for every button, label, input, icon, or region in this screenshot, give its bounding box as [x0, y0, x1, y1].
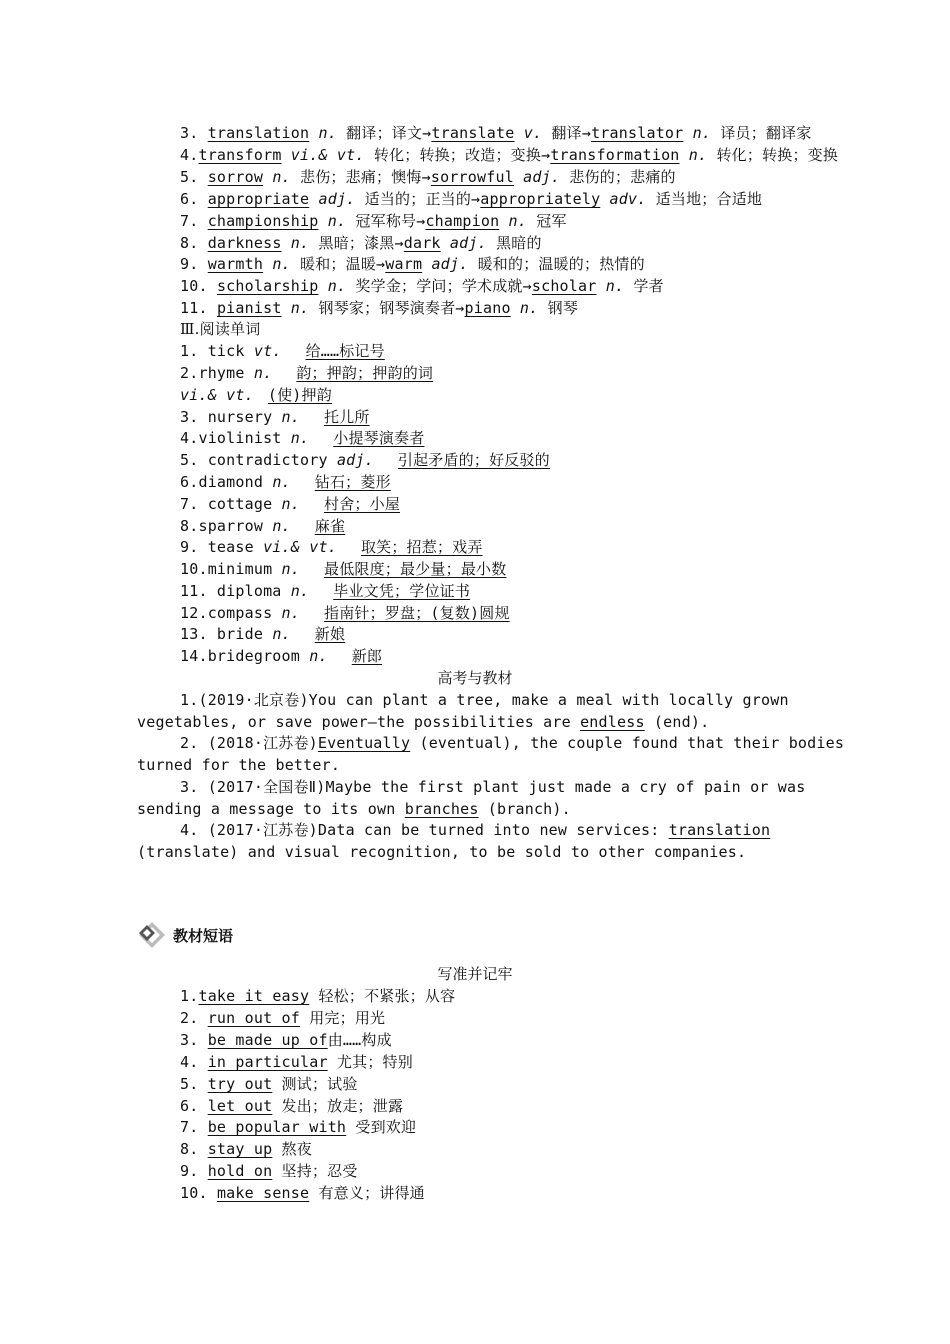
- answer-word: sorrowful: [430, 168, 514, 186]
- reading-word: [180, 385, 332, 405]
- part-of-speech: n.: [272, 255, 291, 273]
- reading-word: 9. tease vi.& vt. 取笑；招惹；戏弄: [180, 538, 483, 556]
- reading-word: 6.diamond n. 钻石；菱形: [180, 473, 391, 491]
- phrases-heading: 写准并记牢: [437, 965, 513, 983]
- gaokao-heading: 高考与教材: [437, 669, 513, 687]
- answer-meaning: 取笑；招惹；戏弄: [360, 538, 483, 556]
- answer-word: scholarship: [216, 277, 319, 295]
- part-of-speech: n.: [281, 604, 301, 622]
- answer-word: branches: [404, 800, 479, 818]
- item-number: 4.: [180, 146, 199, 164]
- answer-word: darkness: [207, 234, 282, 252]
- gaokao-sentence-line: vegetables, or save power—the possibilities are endless (end).: [137, 713, 710, 731]
- part-of-speech: n.: [281, 408, 301, 426]
- reading-word: 5. contradictory adj. 引起矛盾的；好反驳的: [180, 451, 550, 469]
- answer-word: sorrow: [207, 168, 264, 186]
- gaokao-sentence-line: 2. (2018·江苏卷)Eventually (eventual), the couple found that their bodies: [180, 734, 845, 752]
- part-of-speech: adj.: [318, 190, 356, 208]
- phrase-item: 3. be made up of由……构成: [180, 1031, 392, 1049]
- meaning: 冠军: [527, 212, 567, 230]
- gaokao-sentence-line: sending a message to its own branches (branch).: [137, 800, 571, 818]
- part-of-speech: vt.: [253, 342, 282, 360]
- answer-meaning: 给……标记号: [305, 342, 385, 360]
- answer-word: Eventually: [317, 734, 411, 752]
- answer-meaning: 新郎: [351, 647, 383, 665]
- vocab-item: [180, 145, 838, 165]
- part-of-speech: n.: [309, 647, 328, 665]
- answer-word: dark: [403, 234, 441, 252]
- part-of-speech: adj.: [523, 168, 561, 186]
- answer-phrase: be popular with: [207, 1118, 347, 1136]
- meaning: 钢琴: [538, 299, 579, 317]
- part-of-speech: adj.: [431, 255, 469, 273]
- meaning: 黑暗；漆黑→: [309, 234, 404, 252]
- gaokao-sentence-line: 3. (2017·全国卷Ⅱ)Maybe the first plant just made a cry of pain or was: [180, 778, 806, 796]
- reading-word: 12.compass n. 指南针；罗盘；(复数)圆规: [180, 604, 510, 622]
- answer-meaning: 引起矛盾的；好反驳的: [397, 451, 550, 469]
- part-of-speech: n.: [290, 299, 310, 317]
- meaning: 转化；转换；变换: [707, 146, 839, 164]
- part-of-speech: n.: [290, 429, 310, 447]
- part-of-speech: v.: [523, 124, 543, 142]
- answer-phrase: hold on: [207, 1162, 273, 1180]
- meaning: 学者: [624, 277, 664, 295]
- answer-word: scholar: [531, 277, 597, 295]
- meaning: 暖和的；温暖的；热情的: [468, 255, 645, 273]
- diamond-layers-icon: [137, 920, 167, 950]
- meaning: 冠军称号→: [346, 212, 426, 230]
- answer-word: translate: [431, 124, 515, 142]
- item-number: 10.: [180, 277, 217, 295]
- part-of-speech: vi.& vt.: [290, 146, 365, 164]
- vocab-item: [180, 276, 664, 296]
- part-of-speech: n.: [281, 560, 301, 578]
- answer-meaning: 托儿所: [324, 408, 370, 426]
- answer-word: translator: [591, 124, 684, 142]
- answer-word: piano: [464, 299, 511, 317]
- part-of-speech: n.: [318, 124, 337, 142]
- answer-word: appropriate: [207, 190, 310, 208]
- item-number: 8.: [180, 234, 208, 252]
- item-number: 6.: [180, 190, 208, 208]
- vocab-item: [180, 298, 578, 318]
- answer-phrase: stay up: [207, 1140, 273, 1158]
- answer-meaning: 麻雀: [314, 517, 346, 535]
- part-of-speech: n.: [272, 473, 291, 491]
- part-of-speech: adj.: [336, 451, 374, 469]
- item-number: 11.: [180, 299, 217, 317]
- meaning: 暖和；温暖→: [290, 255, 386, 273]
- meaning: 翻译→: [542, 124, 592, 142]
- part-of-speech: vi.& vt.: [180, 386, 254, 404]
- answer-meaning: 新娘: [314, 625, 346, 643]
- phrase-item: 7. be popular with 受到欢迎: [180, 1118, 417, 1136]
- part-of-speech: n.: [272, 625, 291, 643]
- phrase-item: 10. make sense 有意义；讲得通: [180, 1184, 425, 1202]
- meaning: 翻译；译文→: [336, 124, 432, 142]
- answer-word: warm: [385, 255, 423, 273]
- part-of-speech: adv.: [609, 190, 647, 208]
- meaning: 译员；翻译家: [711, 124, 812, 142]
- reading-word: 13. bride n. 新娘: [180, 625, 346, 643]
- answer-phrase: in particular: [207, 1053, 328, 1071]
- meaning: 适当地；合适地: [646, 190, 763, 208]
- meaning: 钢琴家；钢琴演奏者→: [309, 299, 465, 317]
- meaning: 悲伤；悲痛；懊悔→: [290, 168, 431, 186]
- phrase-item: 8. stay up 熬夜: [180, 1140, 312, 1158]
- section-title: 教材短语: [173, 926, 234, 945]
- part-of-speech: n.: [253, 364, 273, 382]
- item-number: 3.: [180, 124, 208, 142]
- reading-word: 7. cottage n. 村舍；小屋: [180, 495, 401, 513]
- answer-phrase: let out: [207, 1097, 273, 1115]
- answer-word: translation: [668, 821, 771, 839]
- vocab-item: [180, 167, 676, 187]
- answer-meaning: 韵；押韵；押韵的词: [296, 364, 434, 382]
- reading-word: 14.bridegroom n. 新郎: [180, 647, 383, 665]
- gaokao-sentence-line: 4. (2017·江苏卷)Data can be turned into new services: translation: [180, 821, 771, 839]
- part-of-speech: n.: [281, 495, 301, 513]
- reading-word: 2.rhyme n. 韵；押韵；押韵的词: [180, 364, 434, 382]
- phrase-item: 6. let out 发出；放走；泄露: [180, 1097, 404, 1115]
- answer-word: transformation: [550, 146, 680, 164]
- answer-word: endless: [580, 713, 645, 731]
- gaokao-sentence-line: turned for the better.: [137, 756, 341, 774]
- phrase-item: 5. try out 测试；试验: [180, 1075, 358, 1093]
- answer-meaning: 村舍；小屋: [324, 495, 401, 513]
- answer-phrase: take it easy: [198, 987, 310, 1005]
- reading-word: 3. nursery n. 托儿所: [180, 408, 370, 426]
- answer-word: appropriately: [480, 190, 601, 208]
- answer-word: champion: [425, 212, 500, 230]
- item-number: 5.: [180, 168, 208, 186]
- answer-meaning: 最低限度；最少量；最小数: [324, 560, 507, 578]
- part-of-speech: n.: [692, 124, 712, 142]
- reading-heading: Ⅲ.阅读单词: [180, 320, 261, 338]
- answer-phrase: be made up of: [207, 1031, 328, 1049]
- item-number: 9.: [180, 255, 208, 273]
- answer-phrase: make sense: [216, 1184, 310, 1202]
- part-of-speech: vi.& vt.: [263, 538, 337, 556]
- part-of-speech: n.: [688, 146, 708, 164]
- answer-meaning: 指南针；罗盘；(复数)圆规: [324, 604, 510, 622]
- part-of-speech: n.: [327, 277, 347, 295]
- part-of-speech: n.: [290, 582, 310, 600]
- gaokao-sentence-line: 1.(2019·北京卷)You can plant a tree, make a meal with locally grown: [180, 691, 789, 709]
- item-number: 7.: [180, 212, 208, 230]
- part-of-speech: n.: [272, 517, 291, 535]
- answer-phrase: try out: [207, 1075, 273, 1093]
- part-of-speech: adj.: [449, 234, 487, 252]
- reading-word: 8.sparrow n. 麻雀: [180, 517, 346, 535]
- answer-word: pianist: [216, 299, 282, 317]
- part-of-speech: n.: [519, 299, 539, 317]
- part-of-speech: n.: [327, 212, 347, 230]
- phrase-item: 9. hold on 坚持；忍受: [180, 1162, 358, 1180]
- answer-meaning: 钻石；菱形: [314, 473, 391, 491]
- answer-phrase: run out of: [207, 1009, 301, 1027]
- answer-word: translation: [207, 124, 310, 142]
- meaning: 悲伤的；悲痛的: [560, 168, 676, 186]
- reading-word: 4.violinist n. 小提琴演奏者: [180, 429, 425, 447]
- answer-meaning: (使)押韵: [267, 386, 332, 404]
- answer-word: championship: [207, 212, 319, 230]
- phrase-item: 4. in particular 尤其；特别: [180, 1053, 413, 1071]
- reading-word: 10.minimum n. 最低限度；最少量；最小数: [180, 560, 507, 578]
- part-of-speech: n.: [605, 277, 625, 295]
- phrase-item: 1.take it easy 轻松；不紧张；从容: [180, 987, 456, 1005]
- section-header: [137, 918, 233, 952]
- meaning: 奖学金；学问；学术成就→: [346, 277, 532, 295]
- part-of-speech: n.: [508, 212, 528, 230]
- gaokao-sentence-line: (translate) and visual recognition, to be sold to other companies.: [137, 843, 747, 861]
- vocab-item: [180, 254, 645, 274]
- phrase-item: 2. run out of 用完；用光: [180, 1009, 386, 1027]
- vocab-item: [180, 189, 762, 209]
- vocab-item: [180, 123, 812, 143]
- answer-meaning: 小提琴演奏者: [333, 429, 425, 447]
- meaning: 黑暗的: [486, 234, 542, 252]
- reading-word: 11. diploma n. 毕业文凭；学位证书: [180, 582, 471, 600]
- vocab-item: [180, 211, 567, 231]
- meaning: 适当的；正当的→: [355, 190, 481, 208]
- part-of-speech: n.: [290, 234, 310, 252]
- answer-meaning: 毕业文凭；学位证书: [333, 582, 471, 600]
- vocab-item: [180, 233, 542, 253]
- answer-word: transform: [198, 146, 282, 164]
- reading-word: 1. tick vt. 给……标记号: [180, 342, 385, 360]
- part-of-speech: n.: [272, 168, 291, 186]
- answer-word: warmth: [207, 255, 264, 273]
- meaning: 转化；转换；改造；变换→: [364, 146, 551, 164]
